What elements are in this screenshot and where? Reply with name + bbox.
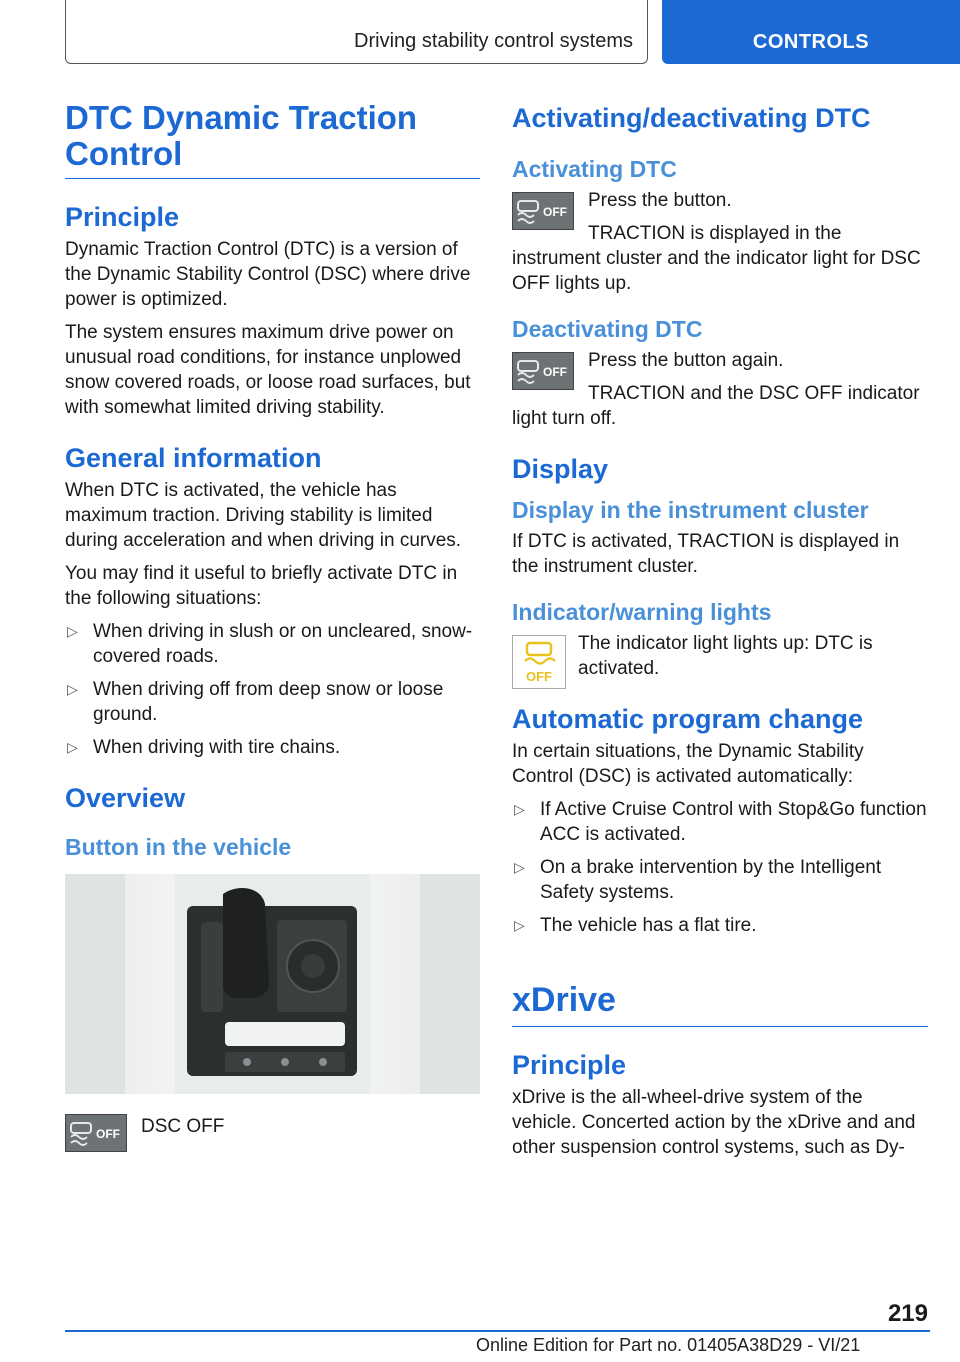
- indicator-block: [512, 631, 928, 684]
- automatic-program-change-paragraph: In certain situations, the Dynamic Stability Control (DSC) is activated automatically:: [512, 741, 864, 787]
- list-item: ▷ When driving with tire chains.: [67, 737, 341, 758]
- automatic-program-change-heading: Automatic program change: [512, 704, 864, 734]
- page-title: DTC Dynamic Traction Control: [65, 100, 480, 179]
- dsc-off-button-icon: [65, 1114, 127, 1152]
- triangle-bullet-icon: ▷: [67, 681, 78, 697]
- svg-text:OFF: OFF: [96, 1127, 120, 1141]
- deactivating-block: [512, 348, 928, 431]
- activating-dtc-heading: Activating DTC: [512, 156, 677, 182]
- triangle-bullet-icon: ▷: [514, 859, 525, 875]
- header-tab-controls[interactable]: CONTROLS: [662, 0, 960, 64]
- triangle-bullet-icon: ▷: [67, 623, 78, 639]
- dsc-off-button-icon: [512, 352, 574, 390]
- xdrive-heading: xDrive: [512, 978, 928, 1027]
- svg-text:OFF: OFF: [543, 205, 567, 219]
- situations-list: [65, 619, 480, 760]
- header-section-title: Driving stability control systems: [354, 30, 633, 52]
- indicator-lights-heading: Indicator/warning lights: [512, 599, 772, 625]
- footer-edition: Online Edition for Part no. 01405A38D29 - VI/21: [476, 1335, 861, 1355]
- right-column: [512, 100, 928, 1168]
- general-info-paragraph-1: When DTC is activated, the vehicle has maximum traction. Driving stability is limited during acceleration and when driving in curves.: [65, 480, 462, 551]
- dsc-off-legend: [65, 1110, 480, 1154]
- display-heading: Display: [512, 454, 609, 484]
- page-number: 219: [887, 1300, 928, 1327]
- principle-heading: Principle: [65, 202, 180, 232]
- dsc-off-warning-light-icon: [512, 635, 566, 689]
- header-box: [65, 0, 648, 64]
- instrument-cluster-heading: Display in the instrument cluster: [512, 497, 869, 523]
- principle-paragraph-1: Dynamic Traction Control (DTC) is a version of the Dynamic Stability Control (DSC) where drive power is optimized.: [65, 239, 471, 310]
- triangle-bullet-icon: ▷: [67, 739, 78, 755]
- triangle-bullet-icon: ▷: [514, 917, 525, 933]
- center-console-photo: [65, 874, 480, 1094]
- general-info-heading: General information: [65, 443, 322, 473]
- principle-paragraph-2: The system ensures maximum drive power on unusual road conditions, for instance unplowed snow covered roads, or loose road surfaces, but with somewhat limited driving stability.: [65, 322, 471, 418]
- deactivating-step-1: Press the button again.: [588, 350, 784, 371]
- dsc-off-button-icon: [512, 192, 574, 230]
- list-item: ▷ The vehicle has a flat tire.: [514, 915, 757, 936]
- xdrive-principle-heading: Principle: [512, 1050, 627, 1080]
- triangle-bullet-icon: ▷: [514, 801, 525, 817]
- list-item: ▷ When driving off from deep snow or loose ground.: [67, 679, 444, 725]
- list-item: ▷ On a brake intervention by the Intelligent Safety systems.: [514, 857, 882, 903]
- instrument-cluster-paragraph: If DTC is activated, TRACTION is displayed in the instrument cluster.: [512, 531, 900, 577]
- list-item: ▷ If Active Cruise Control with Stop&Go function ACC is activated.: [514, 799, 927, 845]
- general-info-paragraph-2: You may find it useful to briefly activate DTC in the following situations:: [65, 563, 458, 609]
- deactivating-step-2: TRACTION and the DSC OFF indicator light turn off.: [512, 383, 920, 429]
- activating-step-2: TRACTION is displayed in the instrument cluster and the indicator light for DSC OFF lights up.: [512, 223, 921, 294]
- svg-text:OFF: OFF: [543, 365, 567, 379]
- button-in-vehicle-heading: Button in the vehicle: [65, 834, 292, 860]
- footer-divider: [65, 1330, 930, 1332]
- activating-step-1: Press the button.: [588, 190, 732, 211]
- left-column: [65, 100, 480, 1158]
- svg-text:OFF: OFF: [526, 669, 552, 684]
- automatic-change-list: [512, 797, 928, 938]
- overview-heading: Overview: [65, 783, 186, 813]
- dsc-off-caption: DSC OFF: [141, 1116, 225, 1137]
- list-item: ▷ When driving in slush or on uncleared, snow-covered roads.: [67, 621, 473, 667]
- indicator-paragraph: The indicator light lights up: DTC is activated.: [578, 633, 873, 679]
- xdrive-paragraph: xDrive is the all-wheel-drive system of the vehicle. Concerted action by the xDrive and and other suspension control systems, such as Dy-: [512, 1087, 916, 1158]
- activating-block: [512, 188, 928, 296]
- center-console-illustration: [65, 874, 480, 1094]
- deactivating-dtc-heading: Deactivating DTC: [512, 316, 703, 342]
- activate-deactivate-heading: Activating/deactivating DTC: [512, 103, 871, 133]
